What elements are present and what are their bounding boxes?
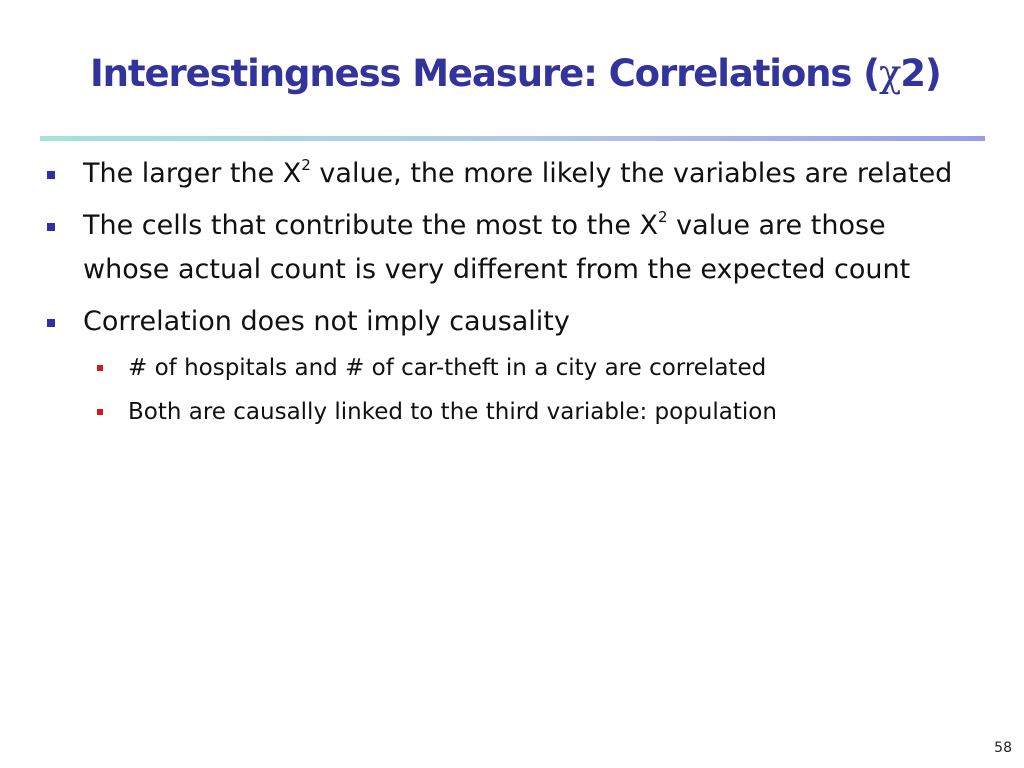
bullet-1-text-end: value, the more likely the variables are related xyxy=(310,158,953,189)
square-bullet-icon xyxy=(47,171,55,179)
bullet-item-3 xyxy=(44,300,964,344)
sub-bullet-1-text: # of hospitals and # of car-theft in a city are correlated xyxy=(128,355,767,381)
bullet-item-2 xyxy=(44,204,964,292)
title-divider xyxy=(40,136,985,141)
small-square-bullet-icon xyxy=(97,365,103,371)
title-close-paren: ) xyxy=(924,52,941,95)
bullet-item-1 xyxy=(44,152,964,196)
title-superscript: 2 xyxy=(900,52,925,95)
title-text: Interestingness Measure: Correlations ( xyxy=(90,52,879,95)
square-bullet-icon xyxy=(47,319,55,327)
bullet-2-superscript: 2 xyxy=(658,208,668,226)
sub-bullet-item-2 xyxy=(44,396,964,428)
small-square-bullet-icon xyxy=(97,409,103,415)
bullet-2-text-end: value are those whose actual count is very different from the expected count xyxy=(83,210,911,285)
page-number: 58 xyxy=(994,740,1012,756)
bullet-1-text-start: The larger the X xyxy=(83,158,302,189)
bullet-2-text-start: The cells that contribute the most to the X xyxy=(83,210,659,241)
sub-bullet-2-text: Both are causally linked to the third variable: population xyxy=(128,399,777,425)
bullet-list xyxy=(44,152,964,440)
sub-bullet-item-1 xyxy=(44,352,964,384)
slide-title xyxy=(90,52,941,95)
square-bullet-icon xyxy=(47,223,55,231)
chi-symbol: χ xyxy=(878,52,901,95)
bullet-3-text: Correlation does not imply causality xyxy=(83,306,570,337)
bullet-1-superscript: 2 xyxy=(301,156,311,174)
